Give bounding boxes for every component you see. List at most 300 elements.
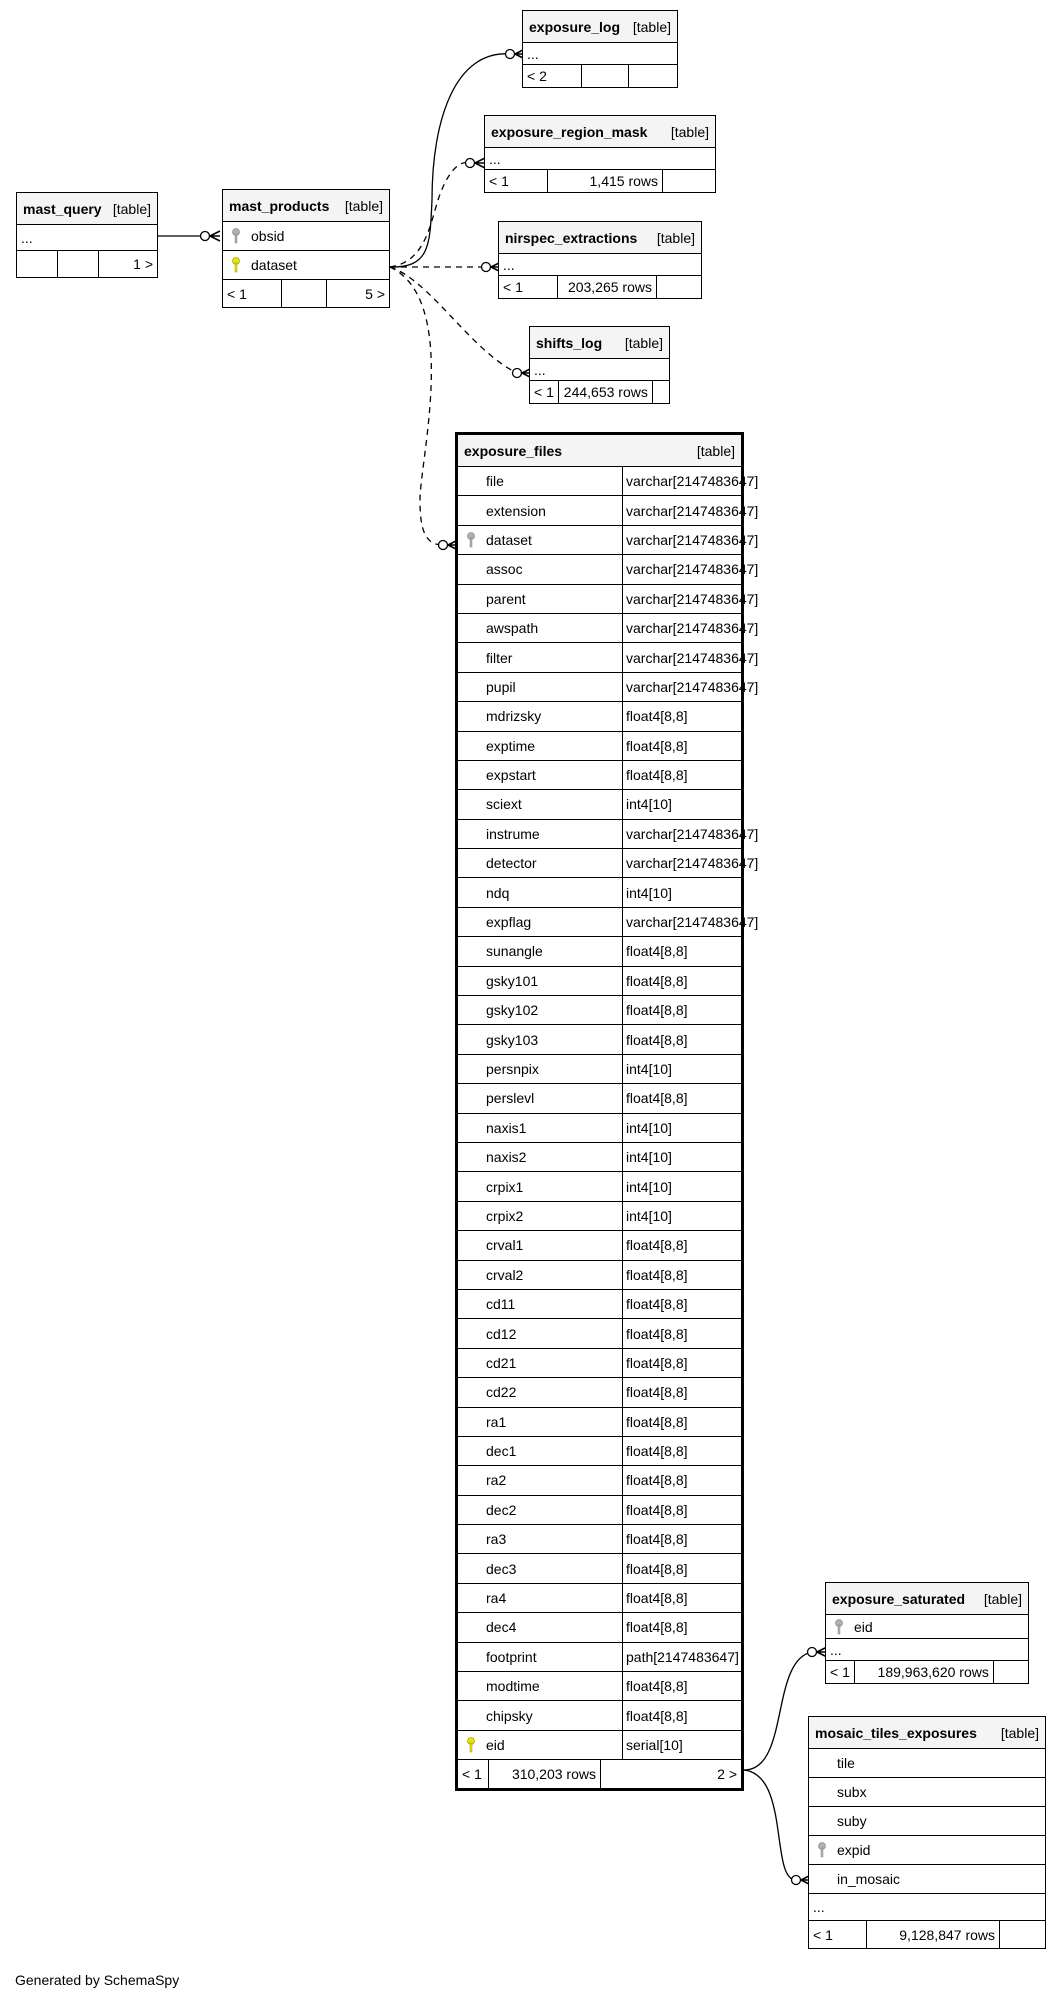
- column-type: float4[8,8]: [622, 1378, 741, 1406]
- column-type: varchar[2147483647]: [622, 526, 741, 554]
- crows-foot-marker: [210, 231, 220, 241]
- column-row[interactable]: [458, 555, 759, 584]
- column-type: float4[8,8]: [622, 1231, 741, 1259]
- row-count: 9,128,847 rows: [867, 1921, 1000, 1948]
- column-name: dec4: [486, 1619, 517, 1636]
- column-type: varchar[2147483647]: [622, 673, 741, 701]
- column-row[interactable]: [458, 1143, 741, 1172]
- column-name: crval2: [486, 1266, 524, 1283]
- column-type: int4[10]: [622, 878, 741, 906]
- column-name: obsid: [251, 228, 285, 244]
- column-row[interactable]: [458, 702, 741, 731]
- column-type: varchar[2147483647]: [622, 908, 741, 936]
- table-footer: [458, 1760, 741, 1787]
- table-header: [809, 1717, 1045, 1749]
- key-cell: [458, 526, 484, 554]
- children-count[interactable]: [994, 1661, 1028, 1683]
- column-row[interactable]: [458, 1554, 741, 1583]
- row-count: 244,653 rows: [559, 381, 653, 403]
- key-cell: [458, 1731, 484, 1759]
- column-row[interactable]: [458, 1466, 741, 1495]
- column-name: assoc: [486, 561, 523, 578]
- column-name: ra4: [486, 1590, 507, 1607]
- table-name[interactable]: nirspec_extractions: [505, 229, 638, 246]
- key-cell: [223, 222, 249, 250]
- more-columns-row: [809, 1894, 1045, 1921]
- key-cell: [458, 761, 484, 789]
- key-cell: [458, 555, 484, 583]
- key-cell: [458, 1202, 484, 1230]
- optional-marker: [506, 50, 515, 59]
- table-mast-products[interactable]: [222, 189, 390, 308]
- column-name: naxis1: [486, 1119, 527, 1136]
- key-cell: [458, 878, 484, 906]
- column-row[interactable]: [458, 673, 759, 702]
- table-exposure-files[interactable]: [455, 432, 759, 1791]
- column-row[interactable]: [458, 732, 741, 761]
- column-name: gsky101: [486, 972, 539, 989]
- column-row[interactable]: [458, 1584, 741, 1613]
- column-row[interactable]: [458, 1643, 741, 1672]
- column-row[interactable]: [458, 1731, 741, 1760]
- link-exposure-files-mosaic-tiles-exposures: [744, 1770, 811, 1885]
- key-cell: [458, 467, 484, 495]
- column-row[interactable]: [223, 222, 389, 251]
- column-row[interactable]: [458, 1437, 741, 1466]
- column-name: dataset: [251, 257, 297, 273]
- table-header: [17, 193, 157, 225]
- more-columns-row: [530, 359, 669, 381]
- table-header: [223, 190, 389, 222]
- column-row[interactable]: [458, 1496, 741, 1525]
- foreign-key-icon: [817, 1842, 827, 1858]
- column-type: float4[8,8]: [622, 1408, 741, 1436]
- column-row[interactable]: [458, 937, 741, 966]
- column-type: path[2147483647]: [622, 1643, 741, 1671]
- key-cell: [809, 1778, 835, 1806]
- key-cell: [458, 1231, 484, 1259]
- column-type: int4[10]: [622, 1172, 741, 1200]
- row-count: 203,265 rows: [558, 276, 657, 298]
- foreign-key-icon: [466, 532, 476, 548]
- key-cell: [809, 1807, 835, 1835]
- table-mast-query[interactable]: [16, 192, 158, 278]
- column-name: crpix2: [486, 1207, 524, 1224]
- column-row[interactable]: [809, 1836, 1045, 1865]
- row-count: 310,203 rows: [489, 1760, 601, 1787]
- column-row[interactable]: [809, 1778, 1045, 1807]
- key-cell: [809, 1836, 835, 1864]
- link-mast-products-exposure-region-mask: [390, 158, 485, 267]
- parents-count[interactable]: < 1: [809, 1921, 867, 1948]
- column-type: float4[8,8]: [622, 996, 741, 1024]
- column-type: varchar[2147483647]: [622, 496, 741, 524]
- column-row[interactable]: [458, 585, 759, 614]
- parents-count[interactable]: < 1: [499, 276, 558, 298]
- column-row[interactable]: [458, 1172, 741, 1201]
- column-name: perslevl: [486, 1090, 535, 1107]
- column-name: mdrizsky: [486, 708, 542, 725]
- column-type: int4[10]: [622, 1143, 741, 1171]
- key-cell: [458, 1466, 484, 1494]
- column-name: expstart: [486, 767, 536, 784]
- key-cell: [458, 643, 484, 671]
- column-row[interactable]: [809, 1865, 1045, 1894]
- key-cell: [458, 1290, 484, 1318]
- column-name: sciext: [486, 796, 522, 813]
- parents-count[interactable]: < 2: [523, 65, 582, 87]
- key-cell: [458, 1525, 484, 1553]
- key-cell: [458, 908, 484, 936]
- table-name[interactable]: exposure_files: [464, 442, 563, 459]
- table-exposure-saturated[interactable]: [825, 1582, 1029, 1684]
- row-count: 189,963,620 rows: [855, 1661, 994, 1683]
- column-name: footprint: [486, 1648, 537, 1665]
- column-type: float4[8,8]: [622, 1319, 741, 1347]
- ellipsis: ...: [503, 256, 515, 273]
- column-type: varchar[2147483647]: [622, 555, 741, 583]
- ellipsis: ...: [830, 1641, 842, 1658]
- key-cell: [458, 849, 484, 877]
- table-type: [table]: [344, 197, 383, 214]
- column-row[interactable]: [458, 761, 741, 790]
- column-name: modtime: [486, 1678, 540, 1695]
- column-row[interactable]: [458, 996, 741, 1025]
- table-exposure-log[interactable]: [522, 10, 678, 88]
- table-type: [table]: [112, 200, 151, 217]
- column-name: naxis2: [486, 1149, 527, 1166]
- table-footer: [809, 1921, 1045, 1948]
- table-name[interactable]: mosaic_tiles_exposures: [815, 1724, 977, 1741]
- column-name: expflag: [486, 914, 532, 931]
- table-header: [530, 327, 669, 359]
- table-nirspec-extractions[interactable]: [498, 221, 702, 299]
- parents-count[interactable]: < 1: [223, 280, 282, 307]
- table-exposure-region-mask[interactable]: [484, 115, 716, 193]
- column-row[interactable]: [458, 1319, 741, 1348]
- parents-count[interactable]: < 1: [530, 381, 559, 403]
- row-count: [282, 280, 327, 307]
- table-mosaic-tiles-exposures[interactable]: [808, 1716, 1046, 1949]
- table-header: [826, 1583, 1028, 1615]
- table-footer: [17, 251, 157, 277]
- column-name: exptime: [486, 737, 536, 754]
- table-header: [485, 116, 715, 148]
- column-row[interactable]: [458, 878, 741, 907]
- column-type: float4[8,8]: [622, 761, 741, 789]
- column-type: varchar[2147483647]: [622, 614, 741, 642]
- children-count[interactable]: [1000, 1921, 1045, 1948]
- column-row[interactable]: [458, 1114, 741, 1143]
- parents-count[interactable]: [17, 251, 58, 277]
- primary-key-icon: [466, 1737, 476, 1753]
- children-count[interactable]: 1 >: [133, 256, 153, 272]
- table-type: [table]: [983, 1590, 1022, 1607]
- column-row[interactable]: [458, 1701, 741, 1730]
- optional-marker: [439, 541, 448, 550]
- column-type: float4[8,8]: [622, 1613, 741, 1641]
- column-name: crval1: [486, 1237, 524, 1254]
- column-name: eid: [854, 1618, 873, 1635]
- column-type: float4[8,8]: [622, 1025, 741, 1053]
- children-count[interactable]: 5 >: [365, 285, 385, 302]
- children-count[interactable]: [657, 276, 701, 298]
- table-footer: [485, 170, 715, 192]
- primary-key-icon: [231, 257, 241, 273]
- table-type: [table]: [696, 442, 735, 459]
- column-row[interactable]: [826, 1615, 1028, 1639]
- column-type: int4[10]: [622, 790, 741, 818]
- optional-marker: [513, 369, 522, 378]
- column-name: file: [486, 473, 504, 490]
- ellipsis: ...: [527, 45, 539, 62]
- column-name: cd22: [486, 1384, 517, 1401]
- table-type: [table]: [632, 18, 671, 35]
- column-type: float4[8,8]: [622, 967, 741, 995]
- column-name: instrume: [486, 825, 540, 842]
- link-mast-products-exposure-files: [390, 267, 458, 550]
- column-name: in_mosaic: [837, 1871, 901, 1887]
- more-columns-row: [499, 254, 701, 276]
- column-name: crpix1: [486, 1178, 524, 1195]
- column-type: float4[8,8]: [622, 1261, 741, 1289]
- table-footer: [523, 65, 677, 87]
- column-name: extension: [486, 502, 546, 519]
- column-name: eid: [486, 1736, 505, 1753]
- column-name: tile: [837, 1755, 855, 1771]
- children-count[interactable]: [653, 381, 669, 403]
- column-name: pupil: [486, 678, 516, 695]
- column-name: dec1: [486, 1443, 517, 1460]
- column-row[interactable]: [458, 1613, 741, 1642]
- column-row[interactable]: [458, 1261, 741, 1290]
- column-type: varchar[2147483647]: [622, 849, 741, 877]
- key-cell: [458, 1437, 484, 1465]
- children-count[interactable]: [629, 65, 677, 87]
- table-type: [table]: [624, 334, 663, 351]
- foreign-key-icon: [231, 228, 241, 244]
- column-type: float4[8,8]: [622, 1554, 741, 1582]
- column-row[interactable]: [458, 967, 741, 996]
- column-row[interactable]: [458, 1408, 741, 1437]
- ellipsis: ...: [21, 229, 33, 246]
- key-cell: [458, 1408, 484, 1436]
- parents-count[interactable]: < 1: [458, 1760, 489, 1787]
- key-cell: [458, 1643, 484, 1671]
- column-type: float4[8,8]: [622, 1584, 741, 1612]
- key-cell: [458, 1261, 484, 1289]
- more-columns-row: [17, 225, 157, 251]
- table-footer: [530, 381, 669, 403]
- column-type: int4[10]: [622, 1114, 741, 1142]
- table-name[interactable]: exposure_region_mask: [491, 123, 648, 140]
- parents-count[interactable]: < 1: [826, 1661, 855, 1683]
- column-type: float4[8,8]: [622, 1496, 741, 1524]
- column-name: filter: [486, 649, 513, 666]
- key-cell: [458, 1701, 484, 1729]
- column-row[interactable]: [458, 849, 759, 878]
- column-name: detector: [486, 855, 537, 872]
- key-cell: [809, 1749, 835, 1777]
- column-name: gsky103: [486, 1031, 539, 1048]
- key-cell: [458, 1055, 484, 1083]
- key-cell: [458, 732, 484, 760]
- column-name: sunangle: [486, 943, 543, 960]
- table-name[interactable]: shifts_log: [536, 334, 603, 351]
- column-type: float4[8,8]: [622, 1525, 741, 1553]
- row-count: 1,415 rows: [548, 170, 663, 192]
- column-type: varchar[2147483647]: [622, 820, 741, 848]
- more-columns-row: [523, 43, 677, 65]
- column-type: varchar[2147483647]: [622, 467, 741, 495]
- column-type: float4[8,8]: [622, 1672, 741, 1700]
- column-name: chipsky: [486, 1707, 533, 1724]
- column-name: ra1: [486, 1413, 507, 1430]
- key-cell: [223, 251, 249, 279]
- key-cell: [458, 996, 484, 1024]
- column-row[interactable]: [458, 1025, 741, 1054]
- column-type: float4[8,8]: [622, 1290, 741, 1318]
- column-row[interactable]: [223, 251, 389, 280]
- column-name: dataset: [486, 531, 532, 548]
- column-type: float4[8,8]: [622, 1466, 741, 1494]
- column-name: expid: [837, 1842, 871, 1858]
- column-row[interactable]: [458, 1378, 741, 1407]
- column-row[interactable]: [458, 526, 759, 555]
- column-row[interactable]: [458, 1672, 741, 1701]
- table-name[interactable]: mast_query: [23, 200, 102, 217]
- key-cell: [458, 614, 484, 642]
- table-type: [table]: [1000, 1724, 1039, 1741]
- column-type: int4[10]: [622, 1055, 741, 1083]
- column-type: serial[10]: [622, 1731, 741, 1759]
- foreign-key-icon: [834, 1619, 844, 1635]
- column-name: cd12: [486, 1325, 517, 1342]
- optional-marker: [808, 1648, 817, 1657]
- generated-by-label: Generated by SchemaSpy: [15, 1972, 180, 1988]
- column-name: cd21: [486, 1354, 517, 1371]
- column-row[interactable]: [458, 1290, 741, 1319]
- column-type: float4[8,8]: [622, 1349, 741, 1377]
- table-shifts-log[interactable]: [529, 326, 670, 404]
- column-name: ndq: [486, 884, 510, 901]
- column-row[interactable]: [458, 496, 759, 525]
- column-type: varchar[2147483647]: [622, 585, 741, 613]
- key-cell: [458, 673, 484, 701]
- table-header: [499, 222, 701, 254]
- column-type: float4[8,8]: [622, 937, 741, 965]
- optional-marker: [466, 159, 475, 168]
- column-row[interactable]: [458, 1055, 741, 1084]
- column-row[interactable]: [458, 790, 741, 819]
- row-count: [582, 65, 629, 87]
- key-cell: [458, 1349, 484, 1377]
- column-row[interactable]: [458, 1231, 741, 1260]
- column-type: int4[10]: [622, 1202, 741, 1230]
- key-cell: [458, 1084, 484, 1112]
- table-header: [523, 11, 677, 43]
- optional-marker: [482, 263, 491, 272]
- column-name: awspath: [486, 620, 539, 637]
- column-name: cd11: [486, 1296, 516, 1313]
- key-cell: [458, 820, 484, 848]
- key-cell: [458, 790, 484, 818]
- table-header: [458, 435, 741, 467]
- column-type: varchar[2147483647]: [622, 643, 741, 671]
- column-row[interactable]: [458, 908, 759, 937]
- column-name: persnpix: [486, 1061, 539, 1077]
- more-columns-row: [826, 1639, 1028, 1661]
- column-row[interactable]: [458, 467, 759, 496]
- key-cell: [458, 1172, 484, 1200]
- key-cell: [458, 937, 484, 965]
- key-cell: [458, 702, 484, 730]
- column-type: float4[8,8]: [622, 1437, 741, 1465]
- column-name: dec2: [486, 1501, 517, 1518]
- column-type: float4[8,8]: [622, 732, 741, 760]
- table-name[interactable]: exposure_saturated: [832, 1590, 966, 1607]
- column-row[interactable]: [458, 614, 759, 643]
- key-cell: [458, 1025, 484, 1053]
- table-type: [table]: [656, 229, 695, 246]
- ellipsis: ...: [813, 1899, 825, 1915]
- column-row[interactable]: [458, 1349, 741, 1378]
- table-footer: [826, 1661, 1028, 1683]
- children-count[interactable]: 2 >: [717, 1765, 737, 1782]
- ellipsis: ...: [489, 150, 501, 167]
- table-name[interactable]: exposure_log: [529, 18, 621, 35]
- table-name[interactable]: mast_products: [229, 197, 330, 214]
- row-count: [58, 251, 99, 277]
- key-cell: [458, 1613, 484, 1641]
- key-cell: [458, 1496, 484, 1524]
- key-cell: [458, 967, 484, 995]
- key-cell: [458, 585, 484, 613]
- column-type: float4[8,8]: [622, 1084, 741, 1112]
- column-name: suby: [837, 1813, 867, 1829]
- children-count[interactable]: [663, 170, 715, 192]
- key-cell: [458, 1378, 484, 1406]
- column-name: ra3: [486, 1531, 507, 1548]
- key-cell: [458, 1114, 484, 1142]
- column-name: dec3: [486, 1560, 517, 1577]
- column-row[interactable]: [458, 1084, 741, 1113]
- column-row[interactable]: [458, 643, 759, 672]
- link-mast-query-mast-products: [158, 231, 220, 241]
- key-cell: [458, 1672, 484, 1700]
- column-row[interactable]: [458, 1202, 741, 1231]
- key-cell: [458, 1584, 484, 1612]
- key-cell: [458, 1143, 484, 1171]
- column-row[interactable]: [809, 1807, 1045, 1836]
- optional-marker: [792, 1876, 801, 1885]
- table-footer: [499, 276, 701, 298]
- column-row[interactable]: [458, 1525, 741, 1554]
- key-cell: [458, 1554, 484, 1582]
- key-cell: [826, 1615, 852, 1638]
- link-mast-products-nirspec-extractions: [390, 262, 501, 272]
- column-name: gsky102: [486, 1002, 539, 1019]
- parents-count[interactable]: < 1: [485, 170, 548, 192]
- table-footer: [223, 280, 389, 307]
- key-cell: [809, 1865, 835, 1893]
- table-type: [table]: [670, 123, 709, 140]
- column-type: float4[8,8]: [622, 702, 741, 730]
- column-row[interactable]: [458, 820, 759, 849]
- key-cell: [458, 496, 484, 524]
- optional-marker: [201, 232, 210, 241]
- column-row[interactable]: [809, 1749, 1045, 1778]
